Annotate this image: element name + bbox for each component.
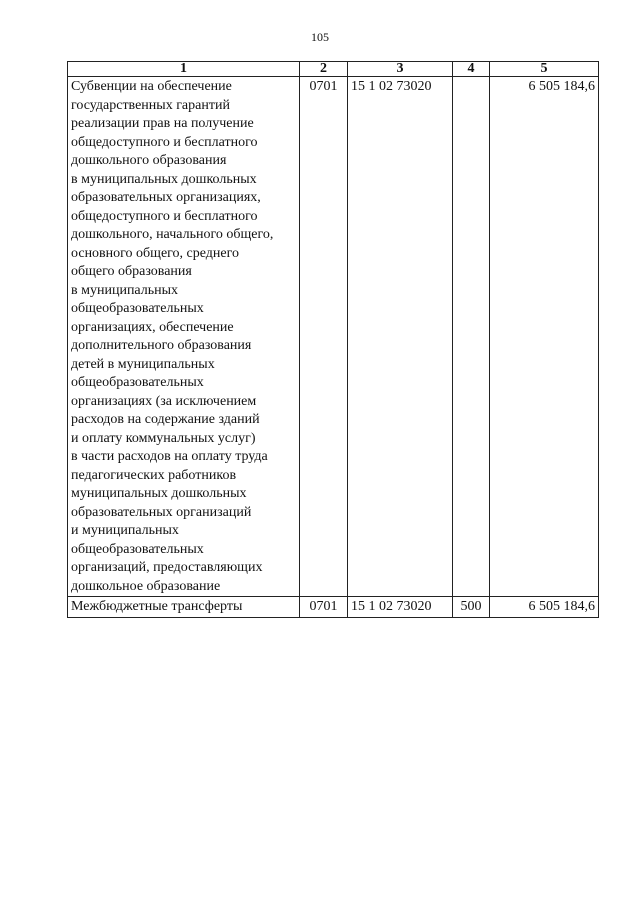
header-col-4: 4 bbox=[453, 62, 490, 77]
header-col-3: 3 bbox=[348, 62, 453, 77]
page-number: 105 bbox=[311, 30, 329, 44]
row-amount: 6 505 184,6 bbox=[490, 77, 599, 597]
row-type-code bbox=[453, 77, 490, 597]
budget-table bbox=[67, 61, 599, 618]
row-target-code: 15 1 02 73020 bbox=[348, 77, 453, 597]
row-section-code: 0701 bbox=[300, 597, 348, 618]
row-amount: 6 505 184,6 bbox=[490, 597, 599, 618]
table-row bbox=[68, 77, 599, 597]
header-col-5: 5 bbox=[490, 62, 599, 77]
header-col-1: 1 bbox=[68, 62, 300, 77]
row-name: Межбюджетные трансферты bbox=[68, 597, 300, 618]
table-header-row bbox=[68, 62, 599, 77]
row-target-code: 15 1 02 73020 bbox=[348, 597, 453, 618]
table-row bbox=[68, 597, 599, 618]
row-section-code: 0701 bbox=[300, 77, 348, 597]
header-col-2: 2 bbox=[300, 62, 348, 77]
row-name: Субвенции на обеспечение государственных гарантий реализации прав на получение общедоступного и бесплатного дошкольного образования в муниципальных дошкольных образовательных организациях, общедоступного и бесплатного дошкольного, начального общего, основного общего, среднего общего образования в муниципальных общеобразовательных организациях, обеспечение дополнительного образования детей в муниципальных общеобразовательных организациях (за исключением расходов на содержание зданий и оплату коммунальных услуг) в части расходов на оплату труда педагогических работников муниципальных дошкольных образовательных организаций и муниципальных общеобразовательных организаций, предоставляющих дошкольное образование bbox=[68, 77, 300, 597]
row-type-code: 500 bbox=[453, 597, 490, 618]
